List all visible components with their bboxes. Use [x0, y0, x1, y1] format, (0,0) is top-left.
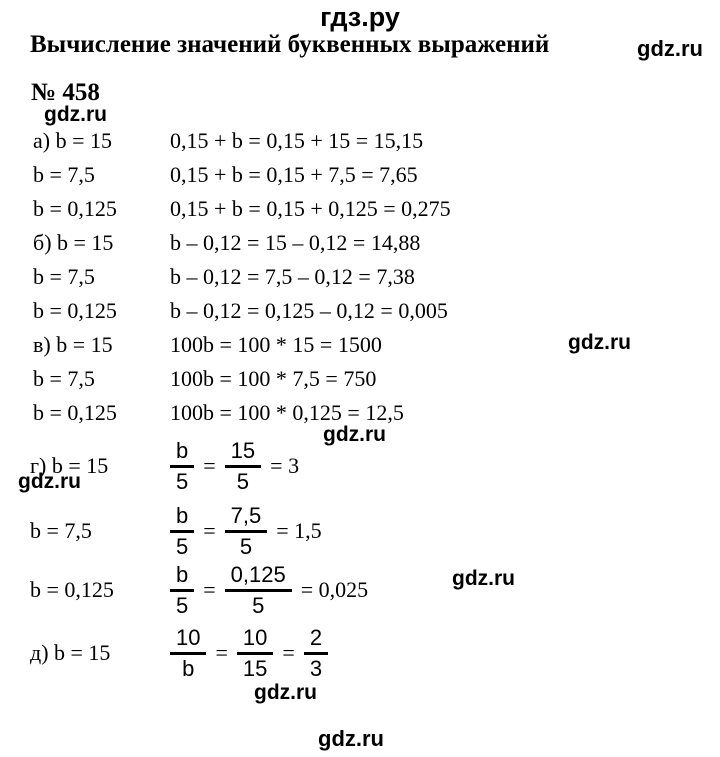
fraction-numerator: 2 — [309, 625, 323, 651]
equals-sign: = — [282, 640, 295, 665]
page-title: Вычисление значений буквенных выражений — [30, 31, 550, 58]
solution-row — [33, 192, 451, 226]
fraction-numerator: 15 — [230, 438, 256, 464]
expression-text: 0,15 + b = 0,15 + 7,5 = 7,65 — [170, 162, 418, 187]
fraction-result: = 0,025 — [300, 577, 369, 602]
fraction — [304, 624, 328, 682]
fraction-denominator: 3 — [304, 652, 328, 682]
fraction-numerator: b — [176, 503, 189, 529]
equals-sign: = — [203, 518, 216, 543]
fraction — [225, 561, 292, 619]
variable-value-label: б) b = 15 — [33, 230, 114, 255]
expression-text: 100b = 100 * 15 = 1500 — [170, 332, 382, 357]
problem-number: № 458 — [31, 79, 100, 106]
gdz-watermark-mid: gdz.ru — [323, 423, 386, 446]
gdz-watermark-bottom: gdz.ru — [318, 726, 384, 751]
fraction-numerator: b — [176, 562, 189, 588]
equals-sign: = — [203, 577, 216, 602]
fraction-row — [30, 624, 328, 682]
variable-value-label: b = 7,5 — [33, 366, 95, 391]
fraction-result: = 1,5 — [276, 518, 322, 543]
solution-row — [33, 124, 451, 158]
gdz-watermark-section-v: gdz.ru — [568, 331, 631, 354]
variable-value-label: b = 0,125 — [33, 196, 117, 221]
expression-text: 0,15 + b = 0,15 + 15 = 15,15 — [170, 128, 424, 153]
fraction-numerator: b — [176, 438, 189, 464]
fraction-denominator: 5 — [170, 465, 194, 495]
expression-text: b – 0,12 = 7,5 – 0,12 = 7,38 — [170, 264, 415, 289]
solution-row — [33, 294, 451, 328]
fraction — [170, 624, 206, 682]
fraction — [225, 437, 261, 495]
variable-value-label: b = 7,5 — [30, 518, 92, 543]
gdz-watermark-top: гдз.ру — [320, 2, 400, 32]
gdz-watermark-row-0125: gdz.ru — [452, 567, 515, 590]
equals-sign: = — [203, 453, 216, 478]
gdz-watermark-under-d: gdz.ru — [254, 681, 317, 704]
fraction — [170, 502, 194, 560]
fraction-denominator: b — [170, 652, 206, 682]
fraction — [237, 624, 273, 682]
equals-sign: = — [215, 640, 228, 665]
fraction-numerator: 0,125 — [230, 562, 286, 588]
fraction-denominator: 5 — [225, 530, 268, 560]
fraction — [225, 502, 268, 560]
solution-row — [33, 328, 451, 362]
variable-value-label: b = 0,125 — [30, 577, 114, 602]
fraction-row — [30, 561, 368, 619]
fraction-denominator: 5 — [170, 530, 194, 560]
gdz-watermark-title-right: gdz.ru — [637, 36, 703, 61]
solution-row — [33, 362, 451, 396]
fraction — [170, 561, 194, 619]
expression-text: 100b = 100 * 7,5 = 750 — [170, 366, 377, 391]
expression-text: b – 0,12 = 15 – 0,12 = 14,88 — [170, 230, 421, 255]
variable-value-label: b = 7,5 — [33, 264, 95, 289]
gdz-watermark-under-number: gdz.ru — [44, 103, 107, 126]
gdz-watermark-section-g: gdz.ru — [18, 470, 81, 493]
fraction-denominator: 5 — [225, 465, 261, 495]
fraction-denominator: 5 — [225, 589, 292, 619]
solution-row — [33, 260, 451, 294]
fraction-denominator: 5 — [170, 589, 194, 619]
expression-text: b – 0,12 = 0,125 – 0,12 = 0,005 — [170, 298, 448, 323]
variable-value-label: b = 0,125 — [33, 400, 117, 425]
fraction — [170, 437, 194, 495]
fraction-result: = 3 — [270, 453, 300, 478]
variable-value-label: в) b = 15 — [33, 332, 113, 357]
fraction-numerator: 10 — [242, 625, 268, 651]
fraction-denominator: 15 — [237, 652, 273, 682]
solution-row — [33, 396, 451, 430]
solution-row — [33, 226, 451, 260]
solution-row — [33, 158, 451, 192]
expression-text: 0,15 + b = 0,15 + 0,125 = 0,275 — [170, 196, 451, 221]
solution-rows — [33, 124, 451, 430]
fraction-numerator: 10 — [176, 625, 201, 651]
variable-value-label: b = 0,125 — [33, 298, 117, 323]
variable-value-label: b = 7,5 — [33, 162, 95, 187]
expression-text: 100b = 100 * 0,125 = 12,5 — [170, 400, 404, 425]
variable-value-label: а) b = 15 — [33, 128, 112, 153]
fraction-numerator: 7,5 — [230, 503, 262, 529]
variable-value-label: д) b = 15 — [30, 640, 111, 665]
variable-value-label: г) b = 15 — [30, 453, 109, 478]
fraction-row — [30, 502, 322, 560]
